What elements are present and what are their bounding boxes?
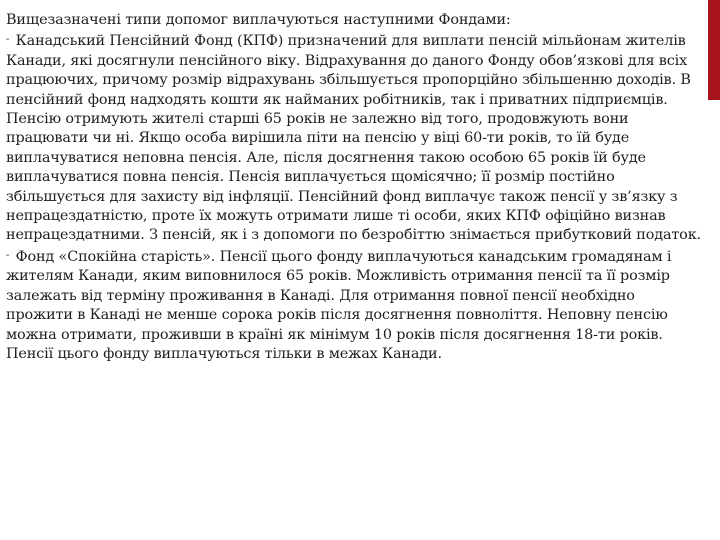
paragraph-old-age-fund bbox=[6, 246, 706, 364]
paragraph-pension-fund bbox=[6, 30, 706, 245]
paragraph-text: Фонд «Спокійна старість». Пенсії цього фонду виплачуються канадським громадянам і жителям Канади, яким виповнилося 65 років. Можливість отримання пенсії та її розмір залежать від терміну проживання в Канаді. Для отримання повної пенсії необхідно прожити в Канаді не менше сорока років після досягнення повноліття. Неповну пенсію можна отримати, проживши в країні як мінімум 10 років після досягнення 18-ти років. Пенсії цього фонду виплачуються тільки в межах Канади. bbox=[6, 248, 672, 362]
slide-text-box bbox=[6, 11, 706, 364]
bullet-marker: - bbox=[6, 34, 10, 46]
paragraph-text: Канадський Пенсійний Фонд (КПФ) призначений для виплати пенсій мільйонам жителів Канади, які досягнули пенсійного віку. Відрахування до даного Фонду обов’язкові для всіх працюючих, причому розмір відрахувань збільшується пропорційно збільшенню доходів. В пенсійний фонд надходять кошти як найманих робітників, так і приватних підприємців. Пенсію отримують жителі старші 65 років не залежно від того, продовжують вони працювати чи ні. Якщо особа вирішила піти на пенсію у віці 60-ти років, то їй буде виплачуватися неповна пенсія. Але, після досягнення такою особою 65 років їй буде виплачуватися повна пенсія. Пенсія виплачується щомісячно; її розмір постійно збільшується для захисту від інфляції. Пенсійний фонд виплачує також пенсії у зв’язку з непрацездатністю, проте їх можуть отримати лише ті особи, яких КПФ офіційно визнав непрацездатними. З пенсій, як і з допомоги по безробіттю знімається прибутковий податок. bbox=[6, 33, 701, 244]
intro-line: Вищезазначені типи допомог виплачуються наступними Фондами: bbox=[6, 12, 511, 28]
bullet-marker: - bbox=[6, 249, 10, 261]
accent-bar bbox=[708, 0, 720, 100]
